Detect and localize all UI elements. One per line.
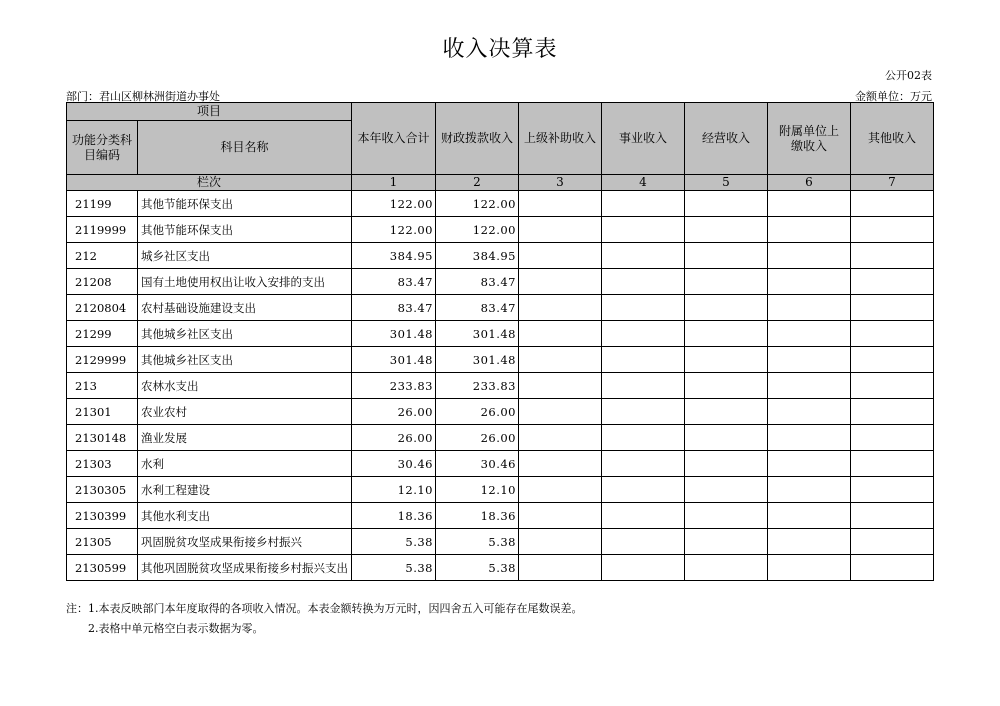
report-title: 收入决算表 xyxy=(442,37,558,62)
row-affiliated-income xyxy=(768,217,851,243)
row-business-income xyxy=(602,425,685,451)
income-table xyxy=(66,102,934,581)
header-item-group: 项目 xyxy=(67,103,352,121)
row-superior-subsidy xyxy=(519,347,602,373)
unit-label: 金额单位：万元 xyxy=(855,90,932,103)
row-total-income: 5.38 xyxy=(352,555,436,581)
row-business-income xyxy=(602,477,685,503)
row-affiliated-income xyxy=(768,477,851,503)
row-subject-name: 农村基础设施建设支出 xyxy=(138,295,352,321)
row-other-income xyxy=(851,295,934,321)
row-operating-income xyxy=(685,451,768,477)
row-fiscal-income: 301.48 xyxy=(436,321,519,347)
header-col-5: 经营收入 xyxy=(685,103,768,175)
row-total-income: 83.47 xyxy=(352,269,436,295)
row-affiliated-income xyxy=(768,529,851,555)
row-affiliated-income xyxy=(768,191,851,217)
row-total-income: 5.38 xyxy=(352,529,436,555)
row-total-income: 233.83 xyxy=(352,373,436,399)
row-subject-name: 其他城乡社区支出 xyxy=(138,347,352,373)
row-business-income xyxy=(602,529,685,555)
row-subject-name: 农业农村 xyxy=(138,399,352,425)
col-number-7: 7 xyxy=(851,175,934,191)
row-affiliated-income xyxy=(768,295,851,321)
table-row xyxy=(67,269,934,295)
row-other-income xyxy=(851,373,934,399)
row-code: 21303 xyxy=(67,451,138,477)
header-col-index-label: 栏次 xyxy=(67,175,352,191)
header-col-6: 附属单位上缴收入 xyxy=(768,103,851,175)
row-total-income: 18.36 xyxy=(352,503,436,529)
row-operating-income xyxy=(685,217,768,243)
row-superior-subsidy xyxy=(519,477,602,503)
table-row xyxy=(67,347,934,373)
row-operating-income xyxy=(685,373,768,399)
row-fiscal-income: 83.47 xyxy=(436,269,519,295)
row-affiliated-income xyxy=(768,555,851,581)
row-other-income xyxy=(851,399,934,425)
row-business-income xyxy=(602,321,685,347)
row-fiscal-income: 384.95 xyxy=(436,243,519,269)
row-fiscal-income: 122.00 xyxy=(436,217,519,243)
row-other-income xyxy=(851,529,934,555)
row-other-income xyxy=(851,477,934,503)
row-fiscal-income: 12.10 xyxy=(436,477,519,503)
row-code: 2130399 xyxy=(67,503,138,529)
row-superior-subsidy xyxy=(519,269,602,295)
row-affiliated-income xyxy=(768,347,851,373)
row-subject-name: 其他巩固脱贫攻坚成果衔接乡村振兴支出 xyxy=(138,555,352,581)
row-superior-subsidy xyxy=(519,425,602,451)
row-other-income xyxy=(851,321,934,347)
row-business-income xyxy=(602,269,685,295)
row-superior-subsidy xyxy=(519,503,602,529)
row-affiliated-income xyxy=(768,399,851,425)
table-row xyxy=(67,191,934,217)
note-1: 注：1.本表反映部门本年度取得的各项收入情况。本表金额转换为万元时，因四舍五入可能存在尾数误差。 xyxy=(66,602,583,615)
row-business-income xyxy=(602,399,685,425)
table-row xyxy=(67,373,934,399)
header-col-2: 财政拨款收入 xyxy=(436,103,519,175)
row-code: 2130148 xyxy=(67,425,138,451)
row-operating-income xyxy=(685,321,768,347)
col-number-1: 1 xyxy=(352,175,436,191)
row-total-income: 12.10 xyxy=(352,477,436,503)
row-other-income xyxy=(851,191,934,217)
row-fiscal-income: 122.00 xyxy=(436,191,519,217)
table-row xyxy=(67,243,934,269)
row-code: 213 xyxy=(67,373,138,399)
row-business-income xyxy=(602,373,685,399)
row-code: 2130305 xyxy=(67,477,138,503)
row-operating-income xyxy=(685,555,768,581)
table-row xyxy=(67,425,934,451)
row-total-income: 26.00 xyxy=(352,425,436,451)
row-operating-income xyxy=(685,529,768,555)
row-fiscal-income: 5.38 xyxy=(436,555,519,581)
row-code: 21208 xyxy=(67,269,138,295)
row-other-income xyxy=(851,503,934,529)
row-business-income xyxy=(602,503,685,529)
row-subject-name: 农林水支出 xyxy=(138,373,352,399)
row-superior-subsidy xyxy=(519,321,602,347)
row-superior-subsidy xyxy=(519,373,602,399)
row-operating-income xyxy=(685,425,768,451)
row-subject-name: 其他节能环保支出 xyxy=(138,217,352,243)
form-code: 公开02表 xyxy=(885,69,932,82)
table-row xyxy=(67,555,934,581)
row-subject-name: 城乡社区支出 xyxy=(138,243,352,269)
row-business-income xyxy=(602,347,685,373)
row-total-income: 30.46 xyxy=(352,451,436,477)
header-subject-name: 科目名称 xyxy=(138,121,352,175)
row-total-income: 301.48 xyxy=(352,347,436,373)
row-total-income: 83.47 xyxy=(352,295,436,321)
row-total-income: 26.00 xyxy=(352,399,436,425)
row-subject-name: 巩固脱贫攻坚成果衔接乡村振兴 xyxy=(138,529,352,555)
row-affiliated-income xyxy=(768,269,851,295)
row-affiliated-income xyxy=(768,503,851,529)
col-number-4: 4 xyxy=(602,175,685,191)
row-code: 2129999 xyxy=(67,347,138,373)
row-operating-income xyxy=(685,347,768,373)
row-subject-name: 渔业发展 xyxy=(138,425,352,451)
row-code: 2120804 xyxy=(67,295,138,321)
row-total-income: 122.00 xyxy=(352,191,436,217)
row-fiscal-income: 30.46 xyxy=(436,451,519,477)
row-superior-subsidy xyxy=(519,529,602,555)
row-fiscal-income: 233.83 xyxy=(436,373,519,399)
row-subject-name: 水利 xyxy=(138,451,352,477)
table-row xyxy=(67,321,934,347)
row-code: 2119999 xyxy=(67,217,138,243)
row-affiliated-income xyxy=(768,243,851,269)
header-col-7: 其他收入 xyxy=(851,103,934,175)
row-other-income xyxy=(851,269,934,295)
row-operating-income xyxy=(685,477,768,503)
row-affiliated-income xyxy=(768,425,851,451)
row-superior-subsidy xyxy=(519,191,602,217)
header-func-code: 功能分类科目编码 xyxy=(67,121,138,175)
row-operating-income xyxy=(685,269,768,295)
row-business-income xyxy=(602,555,685,581)
row-other-income xyxy=(851,555,934,581)
row-superior-subsidy xyxy=(519,295,602,321)
row-subject-name: 水利工程建设 xyxy=(138,477,352,503)
row-total-income: 301.48 xyxy=(352,321,436,347)
row-total-income: 122.00 xyxy=(352,217,436,243)
row-code: 21305 xyxy=(67,529,138,555)
row-total-income: 384.95 xyxy=(352,243,436,269)
row-operating-income xyxy=(685,295,768,321)
table-row xyxy=(67,503,934,529)
row-superior-subsidy xyxy=(519,243,602,269)
table-row xyxy=(67,399,934,425)
row-subject-name: 其他城乡社区支出 xyxy=(138,321,352,347)
row-other-income xyxy=(851,347,934,373)
row-fiscal-income: 5.38 xyxy=(436,529,519,555)
row-superior-subsidy xyxy=(519,555,602,581)
row-affiliated-income xyxy=(768,451,851,477)
table-row xyxy=(67,477,934,503)
row-business-income xyxy=(602,243,685,269)
row-affiliated-income xyxy=(768,321,851,347)
row-subject-name: 其他节能环保支出 xyxy=(138,191,352,217)
row-fiscal-income: 26.00 xyxy=(436,425,519,451)
row-operating-income xyxy=(685,191,768,217)
row-code: 2130599 xyxy=(67,555,138,581)
row-other-income xyxy=(851,217,934,243)
col-number-5: 5 xyxy=(685,175,768,191)
row-code: 212 xyxy=(67,243,138,269)
row-superior-subsidy xyxy=(519,217,602,243)
row-operating-income xyxy=(685,243,768,269)
col-number-3: 3 xyxy=(519,175,602,191)
row-other-income xyxy=(851,425,934,451)
row-superior-subsidy xyxy=(519,451,602,477)
row-subject-name: 国有土地使用权出让收入安排的支出 xyxy=(138,269,352,295)
row-business-income xyxy=(602,191,685,217)
row-fiscal-income: 301.48 xyxy=(436,347,519,373)
col-number-2: 2 xyxy=(436,175,519,191)
table-row xyxy=(67,295,934,321)
row-subject-name: 其他水利支出 xyxy=(138,503,352,529)
table-row xyxy=(67,451,934,477)
header-col-1: 本年收入合计 xyxy=(352,103,436,175)
table-row xyxy=(67,529,934,555)
row-code: 21199 xyxy=(67,191,138,217)
row-fiscal-income: 18.36 xyxy=(436,503,519,529)
row-business-income xyxy=(602,451,685,477)
note-2: 2.表格中单元格空白表示数据为零。 xyxy=(88,622,264,635)
row-fiscal-income: 83.47 xyxy=(436,295,519,321)
row-other-income xyxy=(851,451,934,477)
row-code: 21301 xyxy=(67,399,138,425)
row-code: 21299 xyxy=(67,321,138,347)
row-other-income xyxy=(851,243,934,269)
row-business-income xyxy=(602,217,685,243)
department-label: 部门：君山区柳林洲街道办事处 xyxy=(66,90,220,103)
col-number-6: 6 xyxy=(768,175,851,191)
header-col-4: 事业收入 xyxy=(602,103,685,175)
row-operating-income xyxy=(685,503,768,529)
row-business-income xyxy=(602,295,685,321)
table-row xyxy=(67,217,934,243)
header-col-3: 上级补助收入 xyxy=(519,103,602,175)
row-superior-subsidy xyxy=(519,399,602,425)
row-operating-income xyxy=(685,399,768,425)
row-affiliated-income xyxy=(768,373,851,399)
row-fiscal-income: 26.00 xyxy=(436,399,519,425)
